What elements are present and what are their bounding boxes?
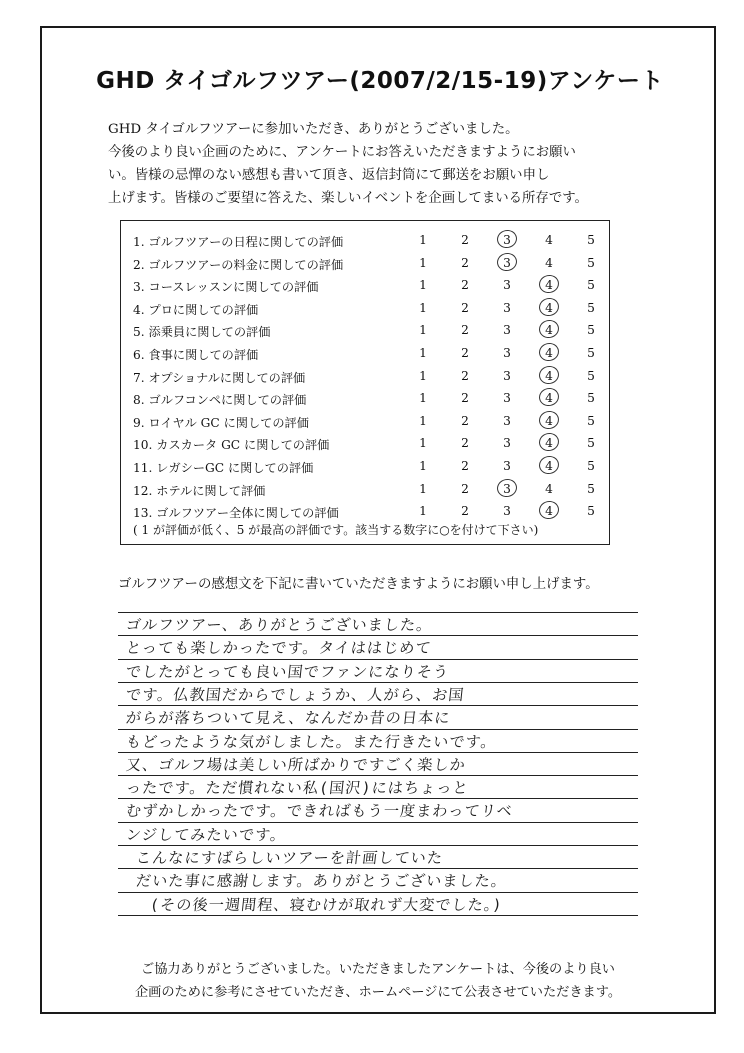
rating-option-4[interactable]: 4: [545, 323, 553, 338]
rating-option-4[interactable]: 4: [545, 255, 553, 270]
rating-question: 2. ゴルフツアーの料金に関しての評価: [133, 257, 344, 272]
ruled-line: [118, 729, 638, 730]
rating-option-3[interactable]: 3: [503, 391, 511, 406]
handwritten-line: ンジしてみたいです。: [125, 825, 288, 844]
rating-note: ( 1 が評価が低く、5 が最高の評価です。該当する数字に○を付けて下さい): [133, 523, 539, 537]
rating-row: [121, 274, 609, 296]
ruled-line: [118, 915, 638, 916]
rating-option-4[interactable]: 4: [545, 300, 553, 315]
rating-option-4[interactable]: 4: [545, 413, 553, 428]
rating-option-5[interactable]: 5: [587, 233, 595, 247]
rating-row: [121, 365, 609, 387]
page-title: GHD タイゴルフツアー(2007/2/15-19)アンケート: [96, 68, 664, 94]
handwritten-line: (その後一週間程、寝むけが取れず大変でした。): [149, 895, 504, 914]
rating-option-5[interactable]: 5: [587, 300, 595, 315]
rating-option-5[interactable]: 5: [587, 346, 595, 360]
ruled-line: [118, 659, 638, 660]
rating-option-1[interactable]: 1: [419, 255, 427, 270]
rating-row: [121, 319, 609, 341]
intro-line: 上げます。皆様のご要望に答えた、楽しいイベントを企画してまいる所存です。: [108, 191, 588, 206]
ruled-line: [118, 682, 638, 683]
rating-row: [121, 432, 609, 454]
rating-option-4[interactable]: 4: [545, 436, 553, 451]
handwritten-line: ゴルフツアー、ありがとうございました。: [125, 616, 434, 634]
rating-option-1[interactable]: 1: [419, 391, 427, 406]
rating-row: [121, 500, 609, 522]
rating-question: 10. カスカータ GC に関しての評価: [133, 438, 330, 453]
rating-option-5[interactable]: 5: [587, 504, 595, 519]
rating-option-3[interactable]: 3: [503, 233, 511, 247]
rating-option-3[interactable]: 3: [503, 323, 511, 338]
rating-option-1[interactable]: 1: [419, 278, 427, 293]
rating-option-5[interactable]: 5: [587, 436, 595, 451]
rating-option-2[interactable]: 2: [461, 300, 469, 315]
rating-row: [121, 297, 609, 319]
rating-option-3[interactable]: 3: [503, 436, 511, 451]
rating-question: 8. ゴルフコンペに関しての評価: [133, 393, 307, 408]
rating-row: [121, 410, 609, 432]
rating-option-2[interactable]: 2: [461, 346, 469, 360]
rating-question: 3. コースレッスンに関しての評価: [133, 280, 319, 295]
rating-row: [121, 455, 609, 477]
rating-option-3[interactable]: 3: [503, 255, 511, 270]
ruled-line: [118, 892, 638, 893]
handwritten-line: です。仏教国だからでしょうか、人がら、お国: [125, 685, 466, 704]
rating-question: 9. ロイヤル GC に関しての評価: [133, 415, 309, 430]
ruled-line: [118, 612, 638, 613]
closing-paragraph: [98, 958, 658, 1004]
rating-option-5[interactable]: 5: [587, 391, 595, 406]
handwritten-line: 又、ゴルフ場は美しい所ばかりですごく楽しか: [125, 755, 467, 774]
ruled-line: [118, 845, 638, 846]
rating-option-4[interactable]: 4: [545, 459, 553, 473]
rating-option-2[interactable]: 2: [461, 413, 469, 428]
rating-option-2[interactable]: 2: [461, 436, 469, 451]
rating-option-3[interactable]: 3: [503, 504, 511, 519]
rating-option-2[interactable]: 2: [461, 504, 469, 519]
intro-paragraph: [108, 118, 648, 210]
rating-option-5[interactable]: 5: [587, 459, 595, 473]
rating-option-1[interactable]: 1: [419, 436, 427, 451]
rating-option-4[interactable]: 4: [545, 346, 553, 360]
handwritten-line: でしたがとっても良い国でファンになりそう: [125, 662, 451, 681]
rating-option-2[interactable]: 2: [461, 391, 469, 406]
rating-option-1[interactable]: 1: [419, 323, 427, 338]
rating-option-4[interactable]: 4: [545, 368, 553, 383]
handwritten-line: こんなにすばらしいツアーを計画していた: [135, 849, 445, 867]
rating-option-2[interactable]: 2: [461, 459, 469, 473]
intro-line: い。皆様の忌憚のない感想も書いて頂き、返信封筒にて郵送をお願い申し: [108, 168, 550, 183]
rating-option-4[interactable]: 4: [545, 233, 553, 247]
rating-option-3[interactable]: 3: [503, 481, 511, 496]
ruled-line: [118, 822, 638, 823]
rating-option-5[interactable]: 5: [587, 255, 595, 270]
rating-option-3[interactable]: 3: [503, 346, 511, 360]
rating-question: 11. レガシーGC に関しての評価: [133, 461, 314, 475]
rating-option-3[interactable]: 3: [503, 300, 511, 315]
rating-option-2[interactable]: 2: [461, 368, 469, 383]
rating-option-4[interactable]: 4: [545, 278, 553, 293]
rating-option-3[interactable]: 3: [503, 459, 511, 473]
rating-question: 1. ゴルフツアーの日程に関しての評価: [133, 235, 344, 249]
rating-option-1[interactable]: 1: [419, 481, 427, 496]
rating-row: [121, 342, 609, 364]
rating-option-4[interactable]: 4: [545, 481, 553, 496]
intro-line: GHD タイゴルフツアーに参加いただき、ありがとうございました。: [108, 122, 519, 137]
rating-option-5[interactable]: 5: [587, 413, 595, 428]
rating-question: 7. オプショナルに関しての評価: [133, 370, 306, 385]
rating-option-1[interactable]: 1: [419, 300, 427, 315]
rating-option-5[interactable]: 5: [587, 278, 595, 293]
rating-option-2[interactable]: 2: [461, 481, 469, 496]
rating-option-1[interactable]: 1: [419, 459, 427, 473]
handwritten-line: だいた事に感謝します。ありがとうございました。: [135, 872, 509, 891]
rating-option-2[interactable]: 2: [461, 278, 469, 293]
rating-option-2[interactable]: 2: [461, 323, 469, 338]
rating-option-4[interactable]: 4: [545, 504, 553, 519]
handwritten-line: がらが落ちついて見え、なんだか昔の日本に: [125, 709, 452, 728]
rating-option-1[interactable]: 1: [419, 504, 427, 519]
closing-line: ご協力ありがとうございました。いただきましたアンケートは、今後のより良い: [141, 962, 615, 977]
rating-table: [120, 220, 610, 545]
rating-option-5[interactable]: 5: [587, 323, 595, 338]
intro-line: 今後のより良い企画のために、アンケートにお答えいただきますようにお願い: [108, 145, 576, 160]
essay-prompt: ゴルフツアーの感想文を下記に書いていただきますようにお願い申し上げます。: [118, 577, 599, 592]
rating-option-5[interactable]: 5: [587, 481, 595, 496]
rating-option-1[interactable]: 1: [419, 413, 427, 428]
rating-question: 6. 食事に関しての評価: [133, 348, 259, 362]
rating-option-1[interactable]: 1: [419, 346, 427, 360]
handwritten-line: もどったような気がしました。また行きたいです。: [125, 732, 498, 751]
rating-question: 13. ゴルフツアー全体に関しての評価: [133, 506, 339, 521]
rating-option-5[interactable]: 5: [587, 368, 595, 383]
rating-option-3[interactable]: 3: [503, 368, 511, 383]
handwritten-line: むずかしかったです。できればもう一度まわってリベ: [125, 802, 514, 821]
rating-option-2[interactable]: 2: [461, 233, 469, 247]
ruled-line: [118, 775, 638, 776]
handwritten-line: とっても楽しかったです。タイははじめて: [125, 639, 433, 658]
rating-row: [121, 387, 609, 409]
handwritten-line: ったです。ただ慣れない私(国沢)にはちょっと: [125, 779, 470, 798]
rating-question: 4. プロに関しての評価: [133, 302, 259, 317]
rating-option-1[interactable]: 1: [419, 368, 427, 383]
closing-line: 企画のために参考にさせていただき、ホームページにて公表させていただきます。: [134, 985, 622, 1000]
rating-option-3[interactable]: 3: [503, 278, 511, 293]
rating-row: [121, 229, 609, 251]
rating-option-1[interactable]: 1: [419, 233, 427, 247]
rating-option-4[interactable]: 4: [545, 391, 553, 406]
rating-option-2[interactable]: 2: [461, 255, 469, 270]
rating-question: 12. ホテルに関して評価: [133, 483, 266, 498]
rating-row: [121, 478, 609, 500]
rating-question: 5. 添乗員に関しての評価: [133, 325, 271, 340]
rating-row: [121, 252, 609, 274]
rating-option-3[interactable]: 3: [503, 413, 511, 428]
